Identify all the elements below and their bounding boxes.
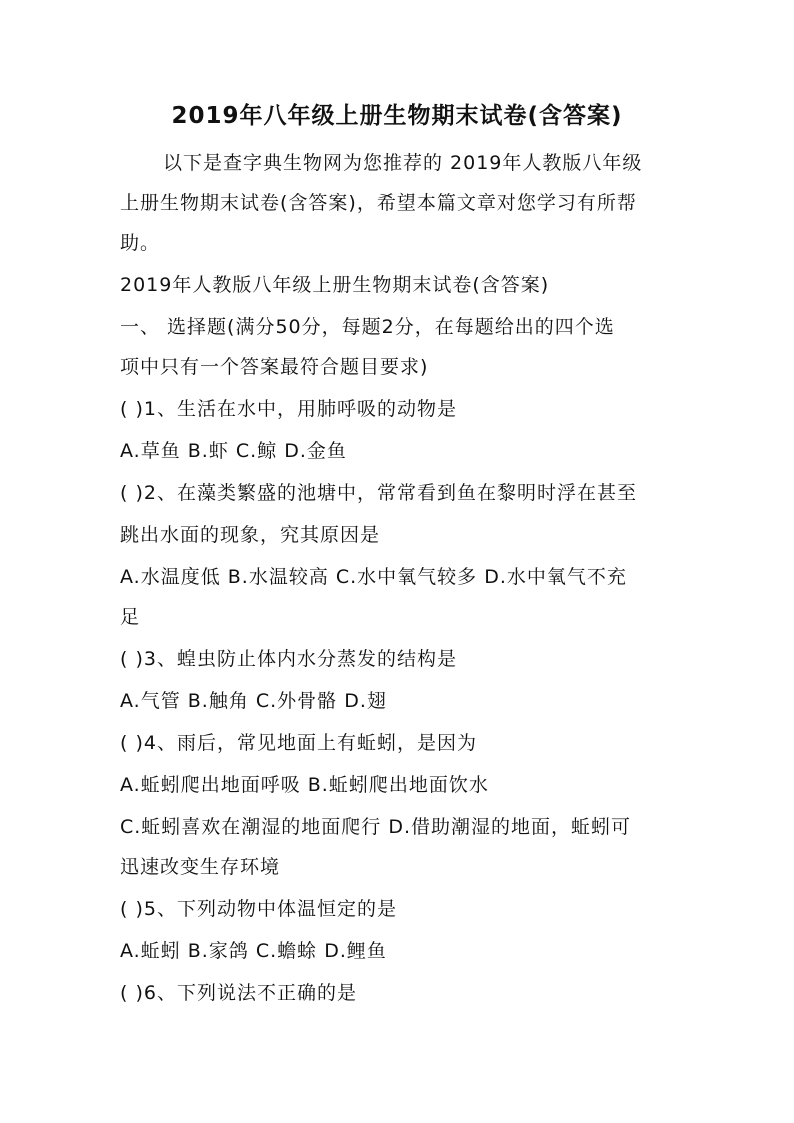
question-1-stem: ( )1、生活在水中，用肺呼吸的动物是: [120, 398, 457, 420]
intro-line-2: 上册生物期末试卷(含答案)，希望本篇文章对您学习有所帮: [120, 192, 637, 214]
question-2-stem-line-2: 跳出水面的现象，究其原因是: [120, 524, 381, 546]
question-4-options-line-2: C.蚯蚓喜欢在潮湿的地面爬行 D.借助潮湿的地面，蚯蚓可: [120, 816, 632, 838]
question-3-options: A.气管 B.触角 C.外骨骼 D.翅: [120, 690, 387, 712]
question-2-stem-line-1: ( )2、在藻类繁盛的池塘中，常常看到鱼在黎明时浮在甚至: [120, 482, 637, 504]
question-3-stem: ( )3、蝗虫防止体内水分蒸发的结构是: [120, 648, 457, 670]
question-4-options-line-3: 迅速改变生存环境: [120, 856, 281, 878]
question-4-options-line-1: A.蚯蚓爬出地面呼吸 B.蚯蚓爬出地面饮水: [120, 774, 489, 796]
section-heading-line-1: 一、 选择题(满分50分，每题2分，在每题给出的四个选: [120, 316, 615, 338]
question-5-stem: ( )5、下列动物中体温恒定的是: [120, 898, 397, 920]
question-2-options-line-1: A.水温度低 B.水温较高 C.水中氧气较多 D.水中氧气不充: [120, 566, 627, 588]
question-5-options: A.蚯蚓 B.家鸽 C.蟾蜍 D.鲤鱼: [120, 940, 387, 962]
intro-line-3: 助。: [120, 232, 161, 254]
question-4-stem: ( )4、雨后，常见地面上有蚯蚓，是因为: [120, 732, 477, 754]
question-1-options: A.草鱼 B.虾 C.鲸 D.金鱼: [120, 440, 347, 462]
section-heading-line-2: 项中只有一个答案最符合题目要求): [120, 356, 429, 378]
document-subtitle: 2019年人教版八年级上册生物期末试卷(含答案): [120, 274, 550, 296]
document-title: 2019年八年级上册生物期末试卷(含答案): [171, 103, 623, 129]
question-6-stem: ( )6、下列说法不正确的是: [120, 982, 357, 1004]
intro-line-1: 以下是查字典生物网为您推荐的 2019年人教版八年级: [163, 152, 643, 174]
question-2-options-line-2: 足: [120, 606, 141, 628]
